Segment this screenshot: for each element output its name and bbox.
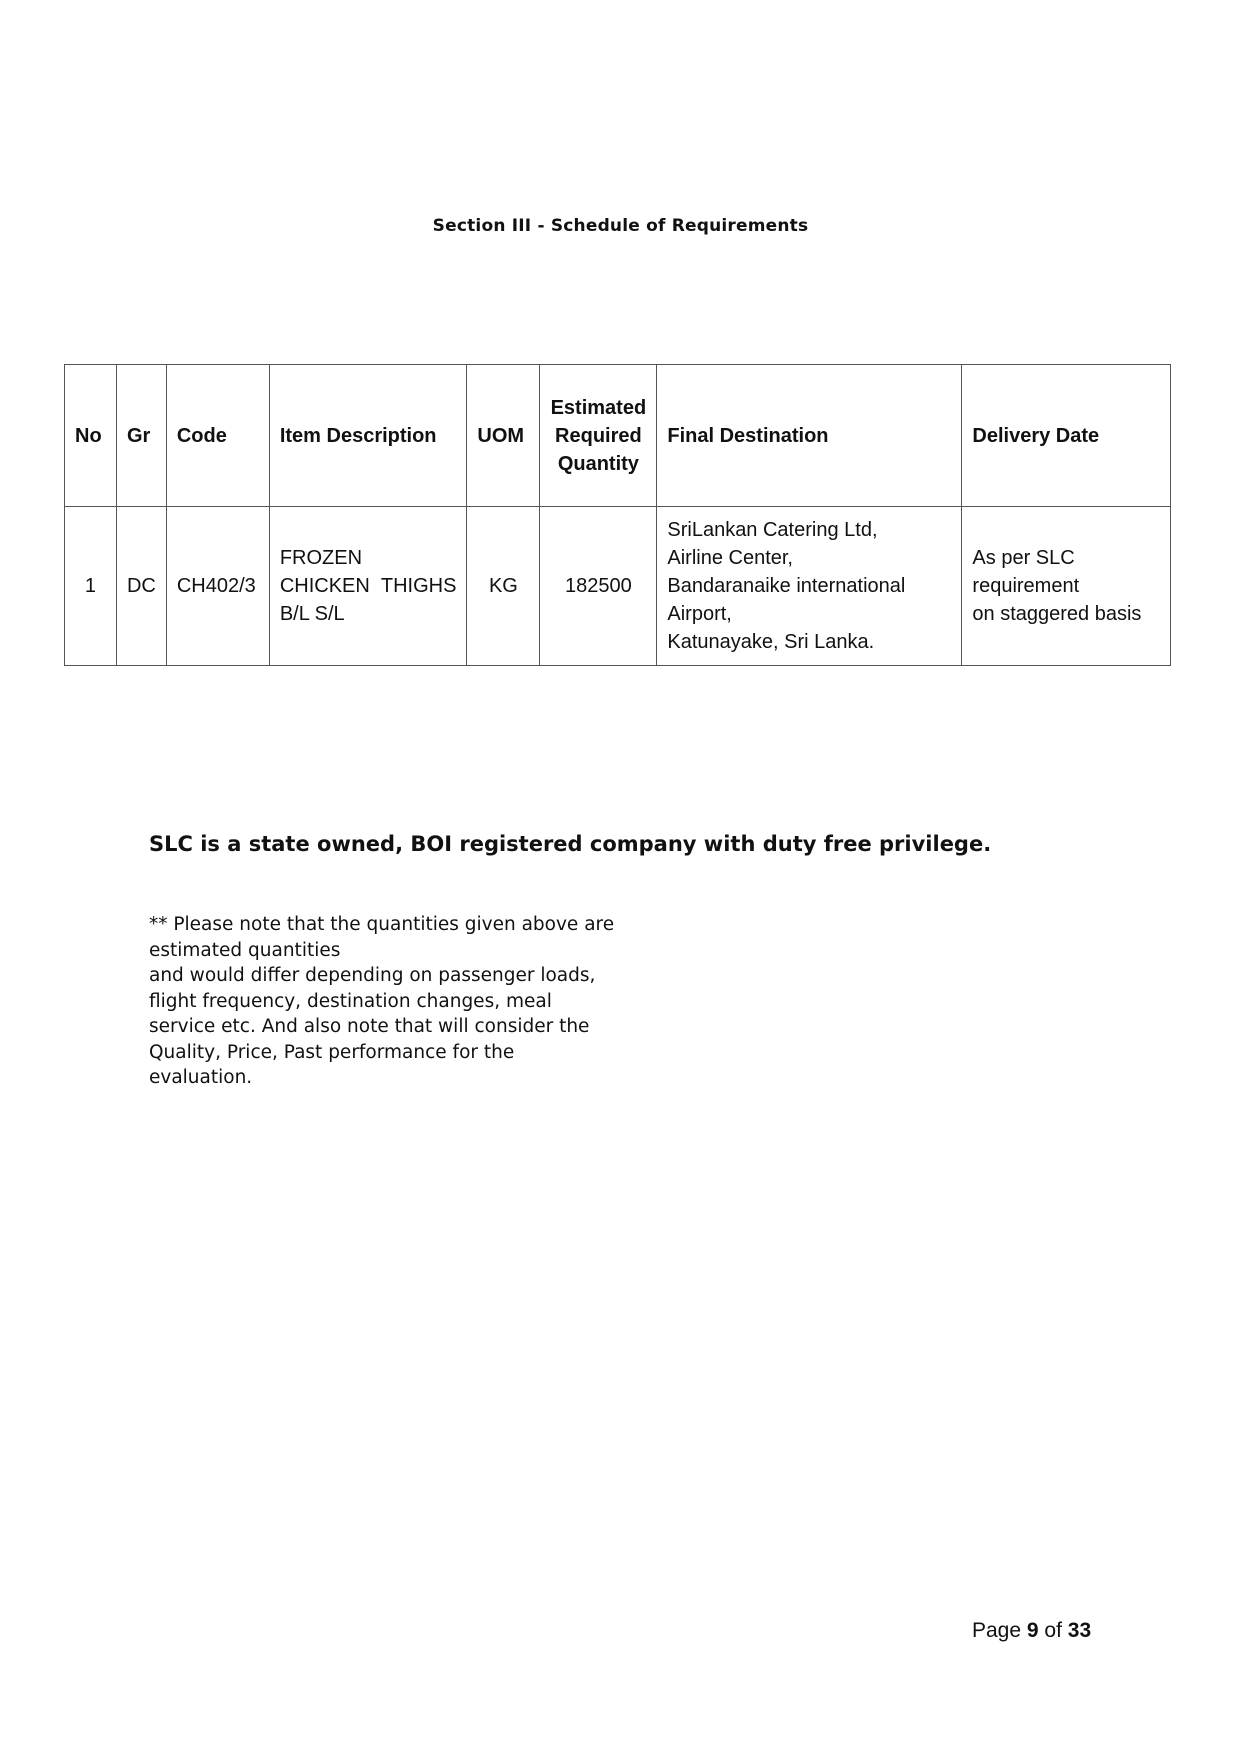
cell-item-description: FROZEN CHICKEN THIGHS B/L S/L bbox=[269, 507, 467, 666]
of-label: of bbox=[1044, 1619, 1062, 1642]
cell-estimated-quantity: 182500 bbox=[540, 507, 657, 666]
cell-delivery-date: As per SLC requirement on staggered basis bbox=[962, 507, 1171, 666]
cell-code: CH402/3 bbox=[166, 507, 269, 666]
header-code: Code bbox=[166, 365, 269, 507]
cell-gr: DC bbox=[116, 507, 166, 666]
duty-free-statement: SLC is a state owned, BOI registered company with duty free privilege. bbox=[149, 832, 992, 856]
table-header-row bbox=[65, 365, 1171, 507]
header-gr: Gr bbox=[116, 365, 166, 507]
header-uom: UOM bbox=[467, 365, 540, 507]
table-row bbox=[65, 507, 1171, 666]
schedule-of-requirements-table bbox=[64, 364, 1171, 666]
page-label: Page bbox=[972, 1619, 1022, 1642]
page-number: 9 bbox=[1026, 1619, 1039, 1642]
total-pages: 33 bbox=[1067, 1619, 1092, 1642]
header-final-destination: Final Destination bbox=[657, 365, 962, 507]
header-estimated-quantity: Estimated Required Quantity bbox=[540, 365, 657, 507]
header-no: No bbox=[65, 365, 117, 507]
cell-final-destination: SriLankan Catering Ltd, Airline Center, Bandaranaike international Airport, Katunayake, Sri Lanka. bbox=[657, 507, 962, 666]
quantity-note: ** Please note that the quantities given above are estimated quantities and would differ depending on passenger loads, flight frequency, destination changes, meal service etc. And also note that will consider the Quality, Price, Past performance for the evaluation. bbox=[149, 914, 615, 1088]
header-item-description: Item Description bbox=[269, 365, 467, 507]
cell-uom: KG bbox=[467, 507, 540, 666]
header-delivery-date: Delivery Date bbox=[962, 365, 1171, 507]
cell-no: 1 bbox=[65, 507, 117, 666]
section-title: Section III - Schedule of Requirements bbox=[432, 216, 809, 236]
page-footer bbox=[972, 1619, 1091, 1643]
